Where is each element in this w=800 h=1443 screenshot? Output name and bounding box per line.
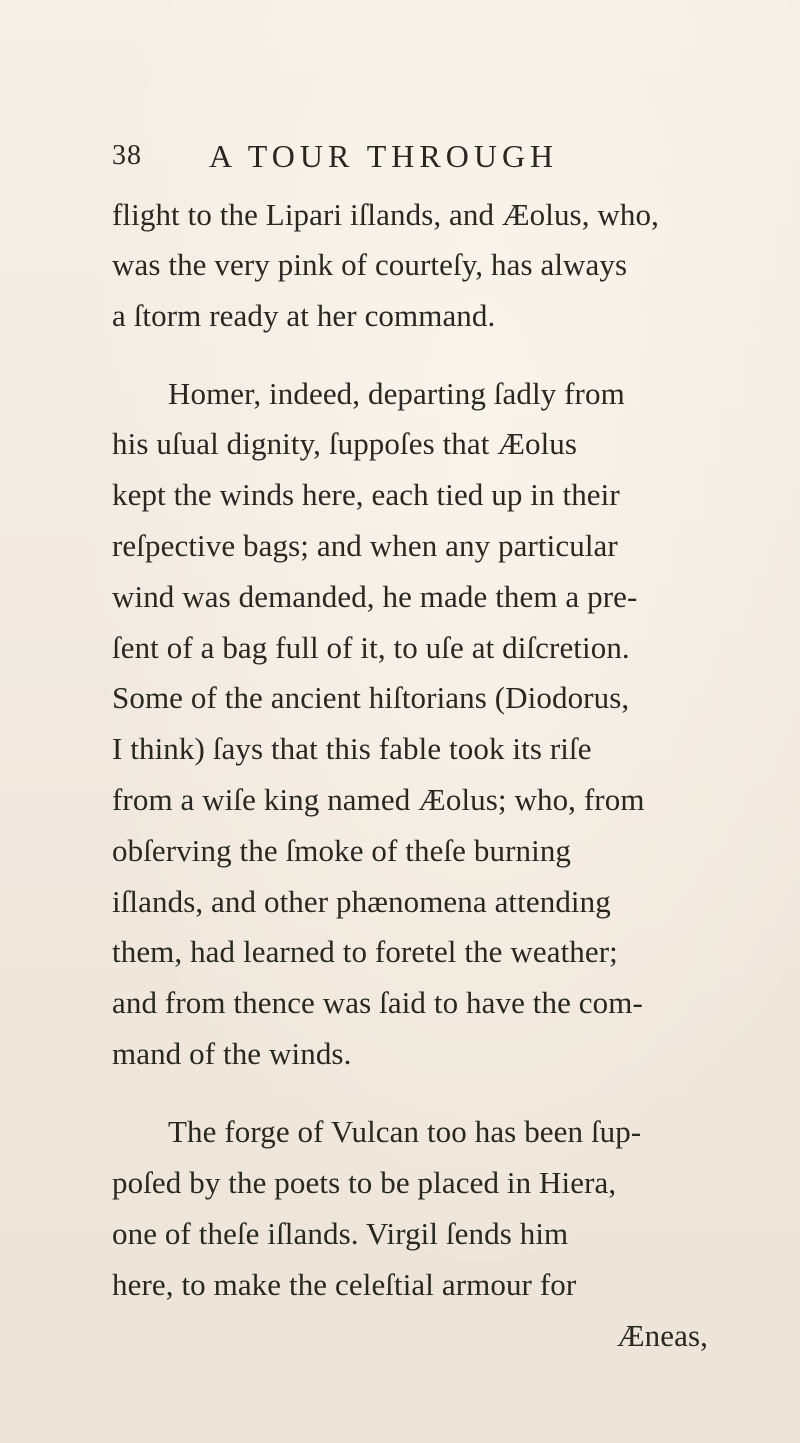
text-line: and from thence was ſaid to have the com-	[112, 985, 643, 1020]
text-line: mand of the winds.	[112, 1036, 352, 1071]
paragraph-first-line: Homer, indeed, departing ſadly from	[168, 376, 625, 411]
text-line: ſent of a bag full of it, to uſe at diſcretion.	[112, 630, 630, 665]
running-title: A TOUR THROUGH	[209, 138, 559, 174]
text-line: here, to make the celeſtial armour for	[112, 1267, 577, 1302]
text-line: obſerving the ſmoke of theſe burning	[112, 833, 572, 868]
text-line: Some of the ancient hiſtorians (Diodorus,	[112, 680, 630, 715]
text-line: them, had learned to foretel the weather;	[112, 934, 618, 969]
text-line: iſlands, and other phænomena attending	[112, 884, 611, 919]
text-line: flight to the Lipari iſlands, and Æolus, who,	[112, 197, 659, 232]
text-line: a ſtorm ready at her command.	[112, 298, 496, 333]
text-line: was the very pink of courteſy, has always	[112, 247, 628, 282]
text-line: one of theſe iſlands. Virgil ſends him	[112, 1216, 569, 1251]
paragraph-first-line: The forge of Vulcan too has been ſup-	[168, 1114, 642, 1149]
text-line: I think) ſays that this fable took its riſe	[112, 731, 592, 766]
running-head	[112, 138, 692, 178]
text-line: his uſual dignity, ſuppoſes that Æolus	[112, 426, 578, 461]
text-line: from a wiſe king named Æolus; who, from	[112, 782, 645, 817]
page-number: 38	[112, 140, 142, 171]
text-line: reſpective bags; and when any particular	[112, 528, 618, 563]
catchword: Æneas,	[617, 1318, 708, 1353]
text-line: poſed by the poets to be placed in Hiera,	[112, 1165, 617, 1200]
text-line: kept the winds here, each tied up in their	[112, 477, 620, 512]
text-line: wind was demanded, he made them a pre-	[112, 579, 638, 614]
